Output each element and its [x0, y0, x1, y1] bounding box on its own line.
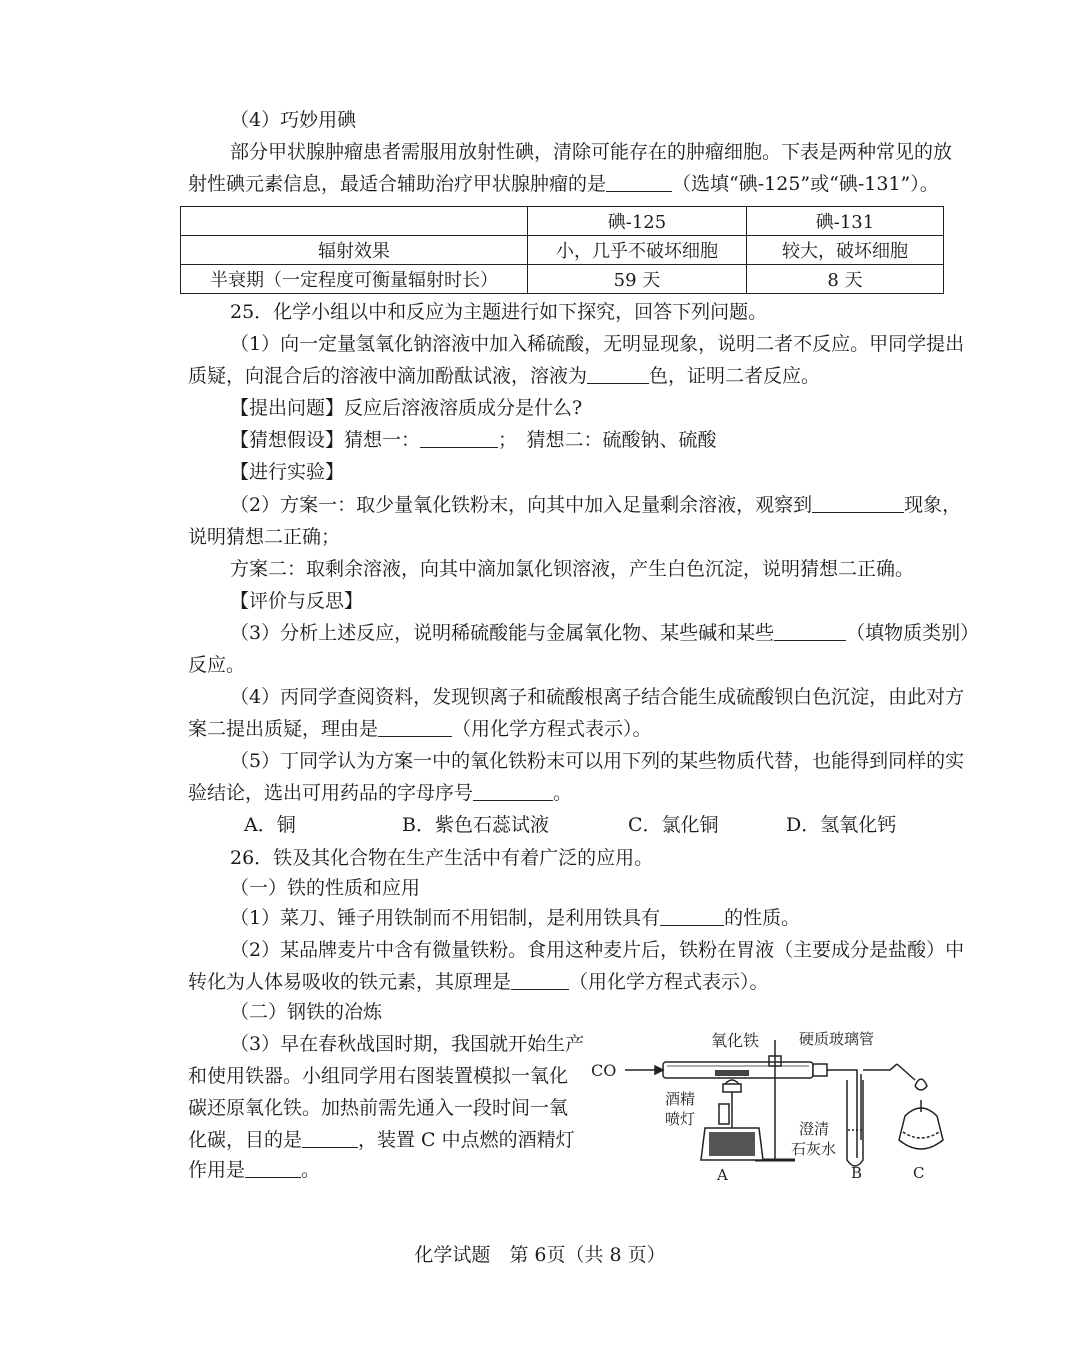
q25-ask: 【提出问题】反应后溶液溶质成分是什么?: [230, 397, 583, 419]
q26-p3-line4-a: 化碳，目的是: [188, 1129, 303, 1151]
answer-blank: [606, 173, 672, 192]
limewater-label-1: 澄清: [799, 1120, 830, 1138]
q25-p2-line2: 说明猜想二正确；: [188, 526, 341, 548]
q25-p1-line2: [188, 364, 820, 388]
q24-para-line2: [188, 172, 939, 196]
q25-p3-line1: [230, 621, 979, 645]
q25-experiment: 【进行实验】: [230, 461, 345, 483]
flame-icon: [915, 1079, 927, 1090]
q26-section2: （二）钢铁的冶炼: [230, 1001, 383, 1023]
q26-p3-line2: 和使用铁器。小组同学用右图装置模拟一氧化: [188, 1065, 569, 1087]
q26-stem: 26．铁及其化合物在生产生活中有着广泛的应用。: [230, 847, 654, 869]
q25-p3-line2: 反应。: [188, 654, 246, 676]
label-a: A: [717, 1166, 728, 1184]
q26-p3-line5: [188, 1158, 320, 1182]
iron-oxide-label: 氧化铁: [711, 1031, 760, 1050]
q24-para-line2-b: （选填“碘-125”或“碘-131”）。: [672, 173, 939, 195]
option-c: C．氯化铜: [628, 814, 719, 836]
limewater-label-2: 石灰水: [791, 1140, 837, 1158]
q26-p3-line4-b: ，装置 C 中点燃的酒精灯: [358, 1129, 575, 1151]
table-cell: 小，几乎不破坏细胞: [528, 236, 747, 265]
answer-blank: [378, 718, 452, 737]
q25-p5-line2: [188, 781, 572, 805]
q26-p2-line2-a: 转化为人体易吸收的铁元素，其原理是: [188, 971, 512, 993]
q26-p3-line5-a: 作用是: [188, 1159, 246, 1181]
option-d: D．氢氧化钙: [786, 814, 897, 836]
option-a: A．铜: [244, 814, 296, 836]
co-label: CO: [591, 1061, 617, 1080]
alcohol-lamp-c: [899, 1108, 943, 1149]
q26-p1-a: （1）菜刀、锤子用铁制而不用铝制，是利用铁具有: [230, 907, 661, 929]
q25-p5-line2-b: 。: [553, 782, 573, 804]
arrow-head-icon: [655, 1066, 663, 1074]
q25-p3-line1-b: （填物质类别）: [846, 622, 980, 644]
answer-blank: [774, 622, 846, 641]
q25-p1-line2-a: 质疑，向混合后的溶液中滴加酚酞试液，溶液为: [188, 365, 588, 387]
q25-p4-line2-b: （用化学方程式表示）。: [452, 718, 652, 740]
q25-p1-line1: （1）向一定量氢氧化钠溶液中加入稀硫酸，无明显现象，说明二者不反应。甲同学提出: [230, 333, 965, 355]
table-cell: [181, 207, 528, 236]
q26-p2-line2-b: （用化学方程式表示）。: [569, 971, 769, 993]
apparatus-diagram: [585, 1020, 965, 1190]
table-cell: 碘-125: [528, 207, 747, 236]
answer-blank: [812, 494, 904, 513]
q26-p3-line1: （3）早在春秋战国时期，我国就开始生产: [230, 1033, 585, 1055]
q26-p3-line4: [188, 1128, 575, 1152]
q26-section1: （一）铁的性质和应用: [230, 877, 421, 899]
glass-tube-label: 硬质玻璃管: [799, 1030, 875, 1048]
q24-para-line1: 部分甲状腺肿瘤患者需服用放射性碘，清除可能存在的肿瘤细胞。下表是两种常见的放: [230, 141, 953, 163]
q25-p1-line2-b: 色，证明二者反应。: [649, 365, 821, 387]
q25-p2-line1-a: （2）方案一：取少量氧化铁粉末，向其中加入足量剩余溶液，观察到: [230, 494, 813, 516]
answer-blank: [511, 971, 569, 990]
q25-guess-a: 【猜想假设】猜想一：: [230, 429, 421, 451]
q26-p2-line1: （2）某品牌麦片中含有微量铁粉。食用这种麦片后，铁粉在胃液（主要成分是盐酸）中: [230, 939, 965, 961]
table-header-row: [181, 207, 944, 236]
option-b: B．紫色石蕊试液: [402, 814, 549, 836]
q26-p2-line2: [188, 970, 769, 994]
page-footer: 化学试题 第 6页（共 8 页）: [414, 1244, 666, 1266]
q26-p3-line3: 碳还原氧化铁。加热前需先通入一段时间一氧: [188, 1097, 569, 1119]
answer-blank: [660, 907, 724, 926]
q25-p5-line2-a: 验结论，选出可用药品的字母序号: [188, 782, 474, 804]
q25-p4-line2: [188, 717, 652, 741]
answer-blank: [245, 1159, 301, 1178]
table-cell: 较大，破坏细胞: [747, 236, 944, 265]
q25-p5-line1: （5）丁同学认为方案一中的氧化铁粉末可以用下列的某些物质代替，也能得到同样的实: [230, 750, 965, 772]
q24-sub-title: （4）巧妙用碘: [230, 109, 357, 131]
table-cell: 半衰期（一定程度可衡量辐射时长）: [181, 265, 528, 294]
q25-guess: [230, 428, 717, 452]
q26-p3-line5-b: 。: [301, 1159, 321, 1181]
q25-p4-line2-a: 案二提出质疑，理由是: [188, 718, 379, 740]
q26-p1-b: 的性质。: [724, 907, 801, 929]
blast-lamp-label-2: 喷灯: [665, 1110, 696, 1128]
answer-blank: [587, 365, 649, 384]
q26-p1: [230, 906, 800, 930]
q25-p4-line1: （4）丙同学查阅资料，发现钡离子和硫酸根离子结合能生成硫酸钡白色沉淀，由此对方: [230, 686, 965, 708]
q25-guess-b: ； 猜想二：硫酸钠、硫酸: [498, 429, 717, 451]
table-row: [181, 265, 944, 294]
answer-blank: [473, 782, 553, 801]
label-c: C: [913, 1164, 925, 1182]
iodine-table: [180, 206, 944, 294]
q25-p3-line1-a: （3）分析上述反应，说明稀硫酸能与金属氧化物、某些碱和某些: [230, 622, 775, 644]
iron-oxide-powder: [715, 1070, 749, 1076]
q25-p2-line1: [230, 493, 961, 517]
answer-blank: [420, 429, 498, 448]
q25-eval: 【评价与反思】: [230, 590, 364, 612]
q24-para-line2-a: 射性碘元素信息，最适合辅助治疗甲状腺肿瘤的是: [188, 173, 607, 195]
table-cell: 59 天: [528, 265, 747, 294]
q25-plan2: 方案二：取剩余溶液，向其中滴加氯化钡溶液，产生白色沉淀，说明猜想二正确。: [230, 558, 915, 580]
table-cell: 碘-131: [747, 207, 944, 236]
answer-blank: [302, 1129, 358, 1148]
label-b: B: [851, 1164, 863, 1182]
blast-lamp-label-1: 酒精: [665, 1090, 696, 1108]
q25-stem: 25．化学小组以中和反应为主题进行如下探究，回答下列问题。: [230, 301, 768, 323]
table-cell: 辐射效果: [181, 236, 528, 265]
table-row: [181, 236, 944, 265]
q25-p2-line1-b: 现象，: [904, 494, 962, 516]
table-cell: 8 天: [747, 265, 944, 294]
